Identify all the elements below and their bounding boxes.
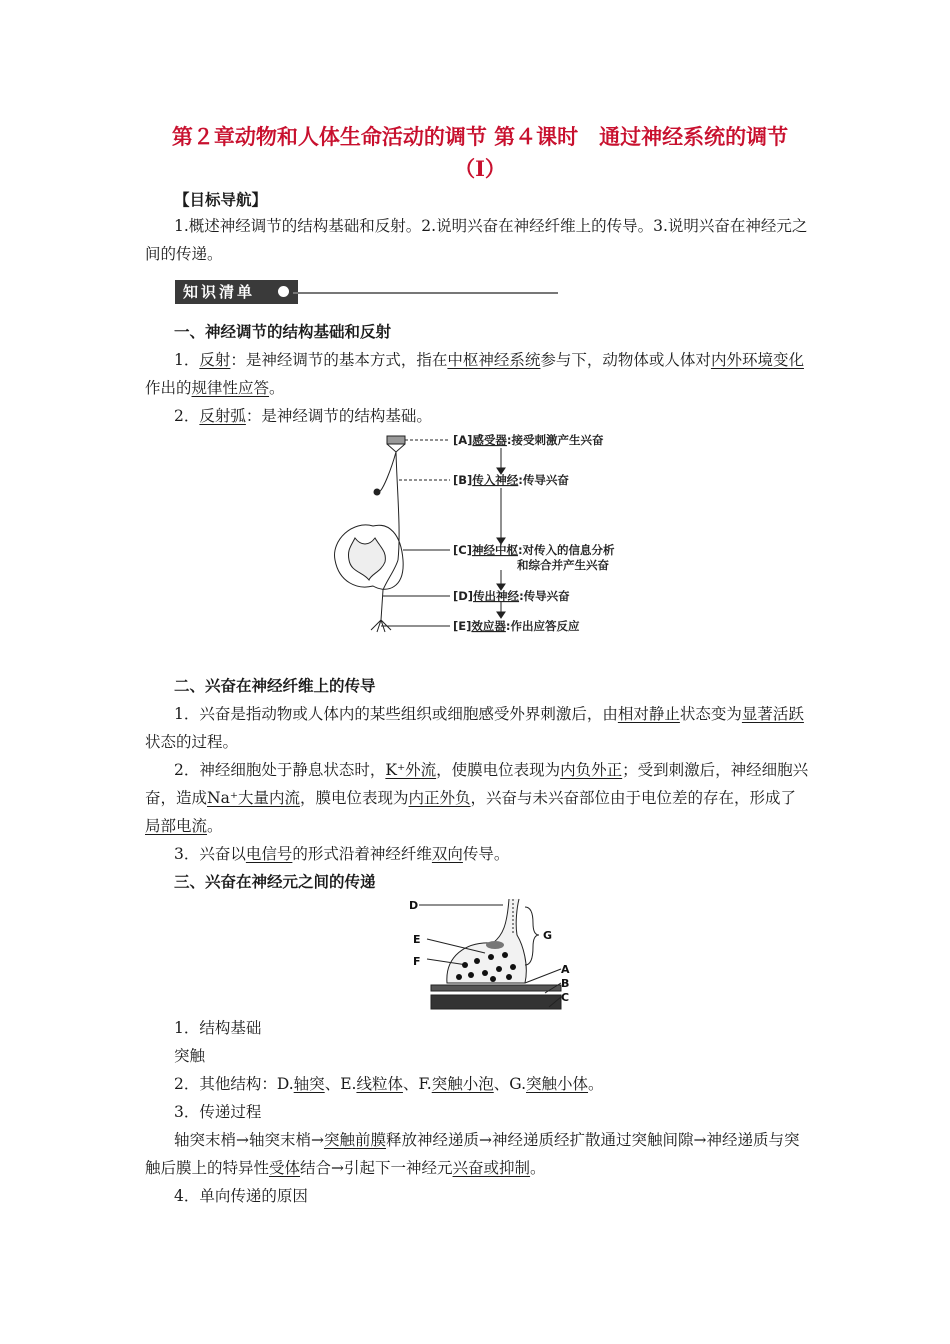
- conduction-text: 3．兴奋以电信号的形式沿着神经纤维双向传导。: [174, 845, 510, 863]
- synapse-diagram: [405, 895, 575, 1013]
- structure-basis-value: 突触: [174, 1047, 206, 1065]
- other-structures-item: 2．其他结构：D.轴突、E.线粒体、F.突触小泡、G.突触小体。: [174, 1075, 604, 1093]
- label-d: D: [409, 899, 419, 912]
- label-center: [C]神经中枢:对传入的信息分析: [453, 543, 615, 557]
- page-title: 第２章动物和人体生命活动的调节 第４课时 通过神经系统的调节: [171, 124, 789, 149]
- label-afferent: [B]传入神经:传导兴奋: [453, 473, 569, 487]
- label-efferent: [D]传出神经:传导兴奋: [453, 589, 570, 603]
- banner-label: 知识清单: [175, 280, 298, 304]
- label-a: A: [561, 963, 570, 976]
- label-receptor: [A]感受器:接受刺激产生兴奋: [453, 433, 604, 447]
- presynaptic-membrane: [431, 985, 561, 991]
- reflex-definition: 1．反射：是神经调节的基本方式，指在中枢神经系统参与下，动物体或人体对内外环境变化作出的规律性应答。: [145, 351, 804, 397]
- section1-heading: 一、神经调节的结构基础和反射: [174, 322, 392, 341]
- unidirectional-reason-item: 4．单向传递的原因: [174, 1187, 308, 1205]
- excitation-definition: 1．兴奋是指动物或人体内的某些组织或细胞感受外界刺激后，由相对静止状态变为显著活跃状态的过程。: [145, 705, 804, 751]
- label-f: F: [413, 955, 421, 968]
- postsynaptic-membrane: [431, 995, 561, 1009]
- label-g: G: [543, 929, 553, 942]
- label-c: C: [561, 991, 570, 1004]
- ganglion-icon: [374, 489, 380, 495]
- synaptic-knob-icon: [447, 899, 526, 983]
- membrane-potential-text: 2．神经细胞处于静息状态时，K⁺外流，使膜电位表现为内负外正；受到刺激后，神经细胞兴奋，造成Na⁺大量内流，膜电位表现为内正外负，兴奋与未兴奋部位由于电位差的存在，形成了局部电流。: [145, 761, 809, 835]
- transmission-process-text: 轴突末梢→轴突末梢→突触前膜释放神经递质→神经递质经扩散通过突触间隙→神经递质与突触后膜上的特异性受体结合→引起下一神经元兴奋或抑制。: [145, 1131, 800, 1177]
- section2-heading: 二、兴奋在神经纤维上的传导: [174, 676, 376, 695]
- section-banner: [175, 280, 560, 304]
- reflex-arc-definition: 2．反射弧：是神经调节的结构基础。: [174, 407, 432, 425]
- label-center-2: 和综合并产生兴奋: [517, 558, 609, 572]
- goal-text: 1.概述神经调节的结构基础和反射。2.说明兴奋在神经纤维上的传导。3.说明兴奋在神经元之间的传递。: [145, 217, 808, 263]
- transmission-process-item: 3．传递过程: [174, 1103, 262, 1121]
- receptor-icon: [387, 436, 405, 444]
- section3-heading: 三、兴奋在神经元之间的传递: [174, 872, 376, 891]
- label-b: B: [561, 977, 570, 990]
- reflex-arc-diagram: [325, 430, 655, 642]
- banner-dot-icon: [278, 286, 289, 297]
- goal-heading: 【目标导航】: [174, 190, 268, 209]
- structure-basis-item: 1．结构基础: [174, 1019, 262, 1037]
- label-e: E: [413, 933, 421, 946]
- mitochondrion-icon: [486, 941, 504, 949]
- page-title-suffix: （Ⅰ）: [454, 156, 506, 181]
- banner-rule: [293, 292, 558, 294]
- label-effector: [E]效应器:作出应答反应: [453, 619, 580, 633]
